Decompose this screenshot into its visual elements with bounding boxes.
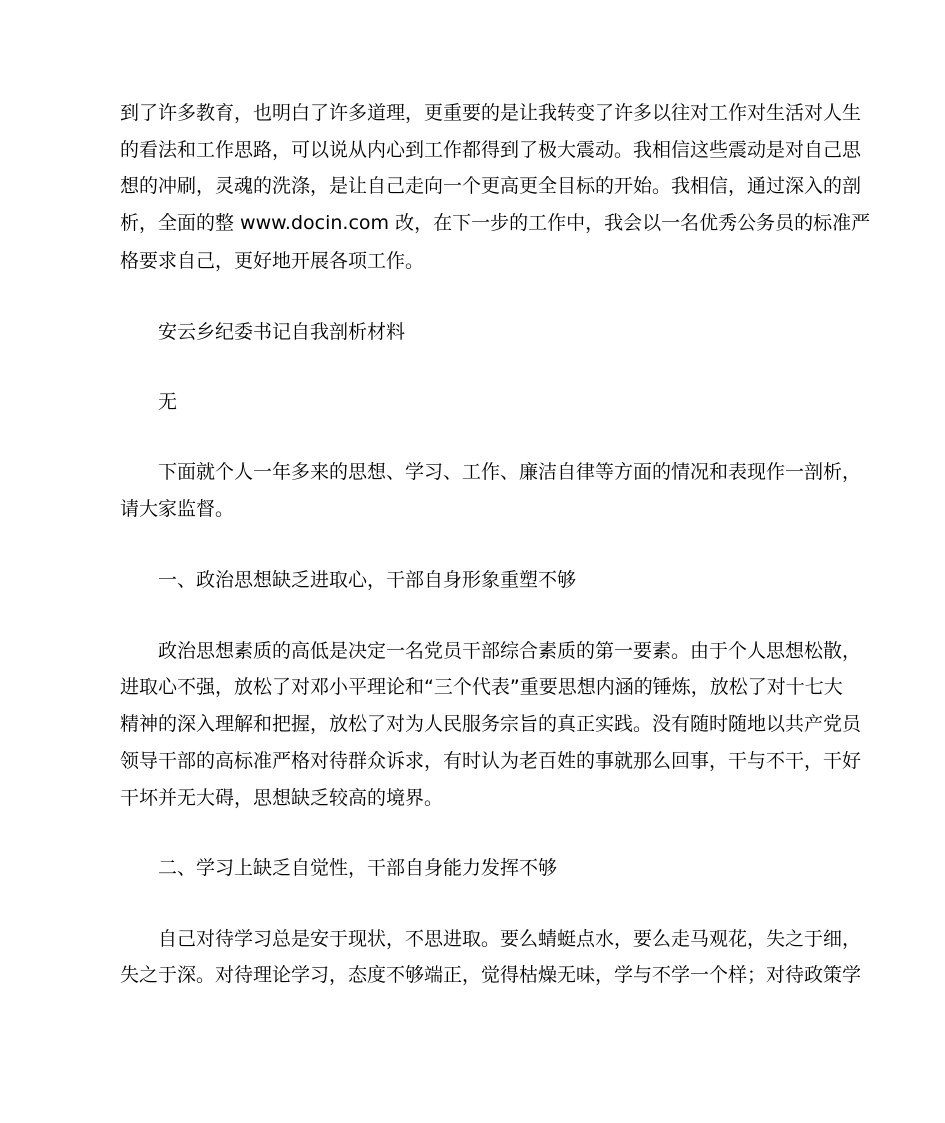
section-heading: 安云乡纪委书记自我剖析材料 [158,321,406,343]
section-heading: 一、政治思想缺乏进取心，干部自身形象重塑不够 [158,569,577,591]
text-line: 下面就个人一年多来的思想、学习、工作、廉洁自律等方面的情况和表现作一剖析， [158,461,862,483]
text-line: 自己对待学习总是安于现状，不思进取。要么蜻蜓点水，要么走马观花，失之于细， [158,928,862,950]
text-line: 格要求自己，更好地开展各项工作。 [120,250,425,272]
text-line: 干坏并无大碍，思想缺乏较高的境界。 [120,787,444,809]
text-line: 到了许多教育，也明白了许多道理，更重要的是让我转变了许多以往对工作对生活对人生 [120,102,862,124]
text-line: 政治思想素质的高低是决定一名党员干部综合素质的第一要素。由于个人思想松散， [158,640,862,662]
text-line: 失之于深。对待理论学习，态度不够端正，觉得枯燥无味，学与不学一个样；对待政策学 [120,964,862,986]
text-line: 析，全面的整 www.docin.com 改，在下一步的工作中，我会以一名优秀公务员的标准严 [120,212,871,234]
text-line: 精神的深入理解和把握，放松了对为人民服务宗旨的真正实践。没有随时随地以共产党员 [120,713,862,735]
text-line: 进取心不强，放松了对邓小平理论和“三个代表”重要思想内涵的锤炼，放松了对十七大 [120,676,843,698]
text-line: 领导干部的高标准严格对待群众诉求，有时认为老百姓的事就那么回事，干与不干，干好 [120,750,862,772]
text-line: 的看法和工作思路，可以说从内心到工作都得到了极大震动。我相信这些震动是对自己思 [120,139,862,161]
section-heading: 二、学习上缺乏自觉性，干部自身能力发挥不够 [158,857,558,879]
text-line: 无 [158,391,178,413]
text-line: 请大家监督。 [120,498,235,520]
text-line: 想的冲刷，灵魂的洗涤，是让自己走向一个更高更全目标的开始。我相信，通过深入的剖 [120,175,862,197]
